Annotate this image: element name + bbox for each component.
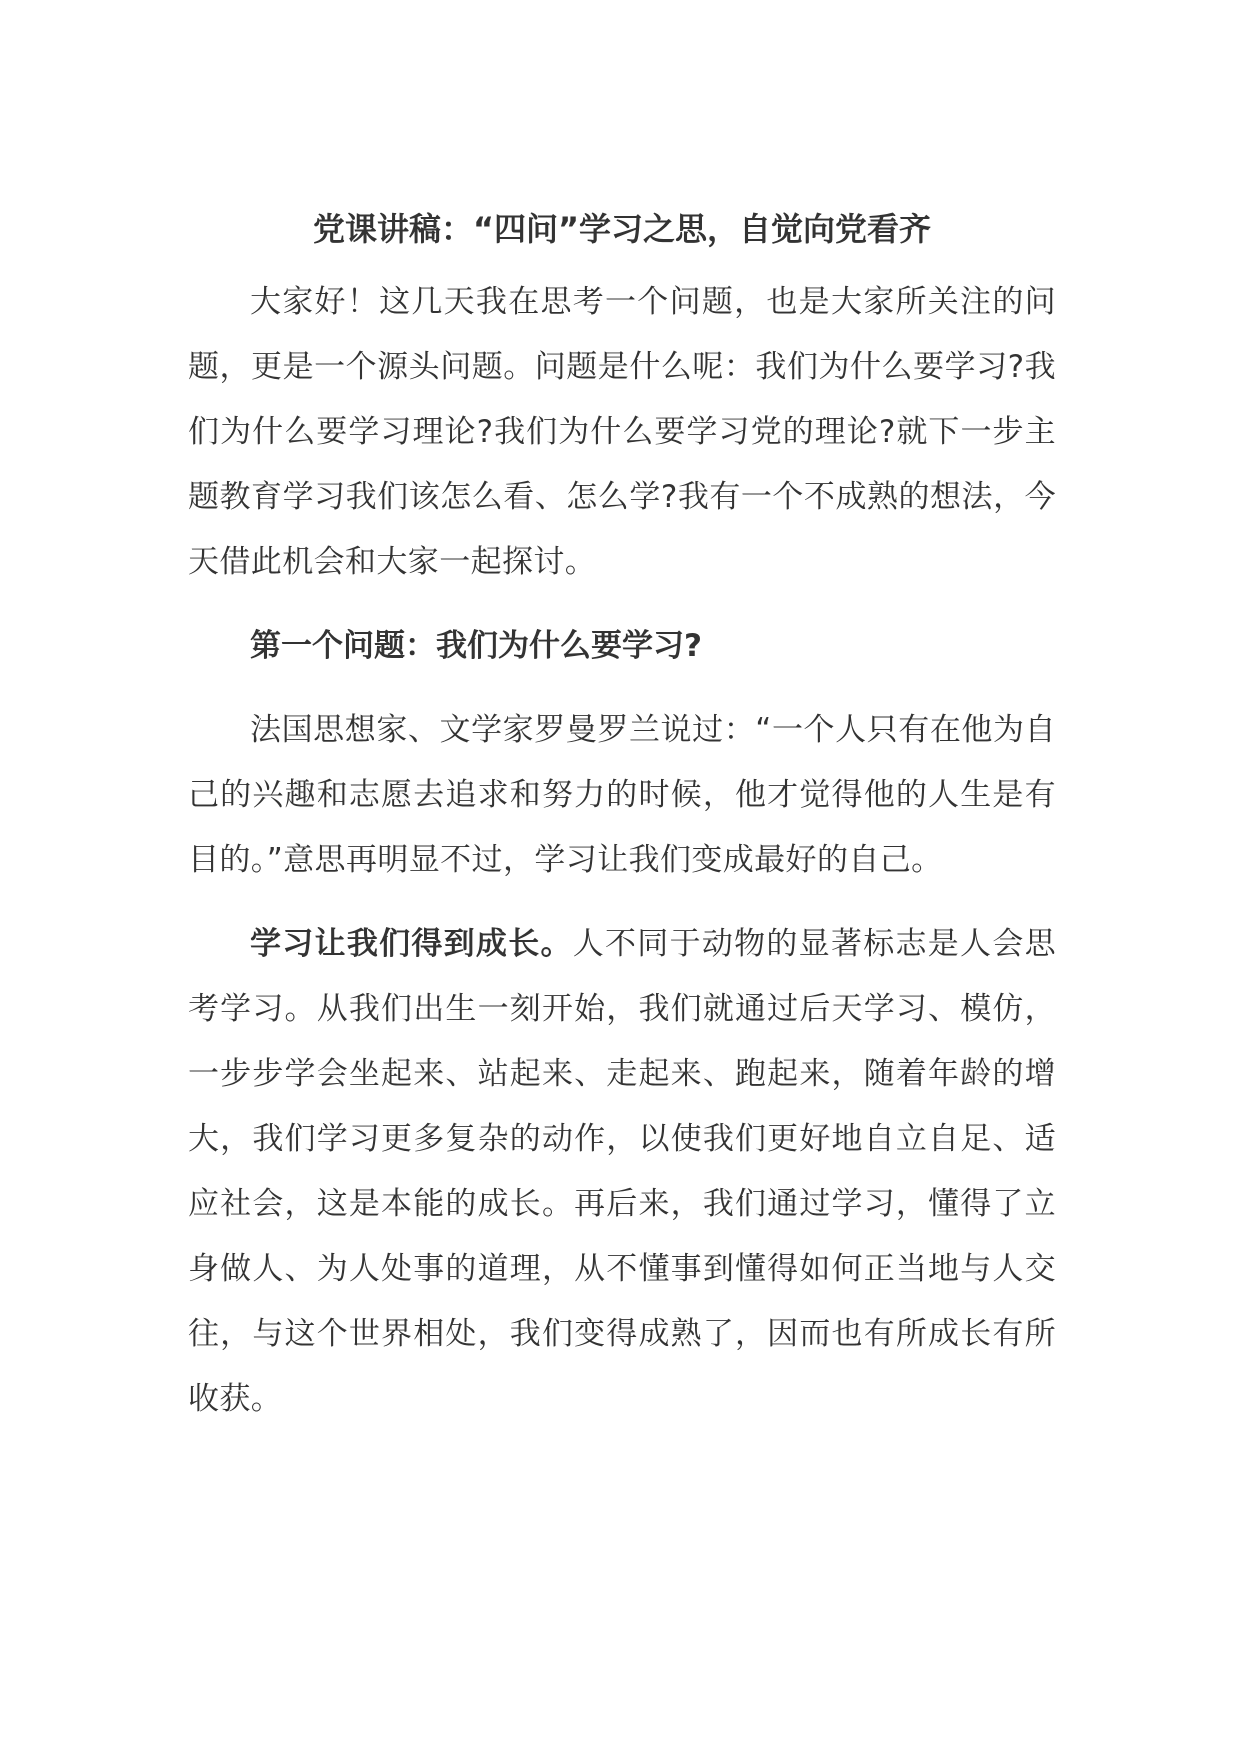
quote-paragraph-text: 法国思想家、文学家罗曼罗兰说过：“一个人只有在他为自己的兴趣和志愿去追求和努力的时候，他才觉得他的人生是有目的。”意思再明显不过，学习让我们变成最好的自己。 — [188, 712, 1056, 878]
intro-paragraph — [188, 270, 1056, 595]
intro-paragraph-text: 大家好！这几天我在思考一个问题，也是大家所关注的问题，更是一个源头问题。问题是什么呢：我们为什么要学习?我们为什么要学习理论?我们为什么要学习党的理论?就下一步主题教育学习我们该怎么看、怎么学?我有一个不成熟的想法，今天借此机会和大家一起探讨。 — [188, 284, 1056, 580]
document-page — [188, 205, 1056, 1451]
growth-paragraph — [188, 912, 1056, 1432]
section-heading-first-question: 第一个问题：我们为什么要学习? — [250, 628, 702, 664]
growth-paragraph-text: 人不同于动物的显著标志是人会思考学习。从我们出生一刻开始，我们就通过后天学习、模仿，一步步学会坐起来、站起来、走起来、跑起来，随着年龄的增大，我们学习更多复杂的动作，以使我们更好地自立自足、适应社会，这是本能的成长。再后来，我们通过学习，懂得了立身做人、为人处事的道理，从不懂事到懂得如何正当地与人交往，与这个世界相处，我们变得成熟了，因而也有所成长有所收获。 — [188, 926, 1056, 1417]
growth-paragraph-lead: 学习让我们得到成长。 — [250, 926, 573, 962]
quote-paragraph — [188, 698, 1056, 893]
document-title: 党课讲稿：“四问”学习之思，自觉向党看齐 — [312, 210, 932, 248]
